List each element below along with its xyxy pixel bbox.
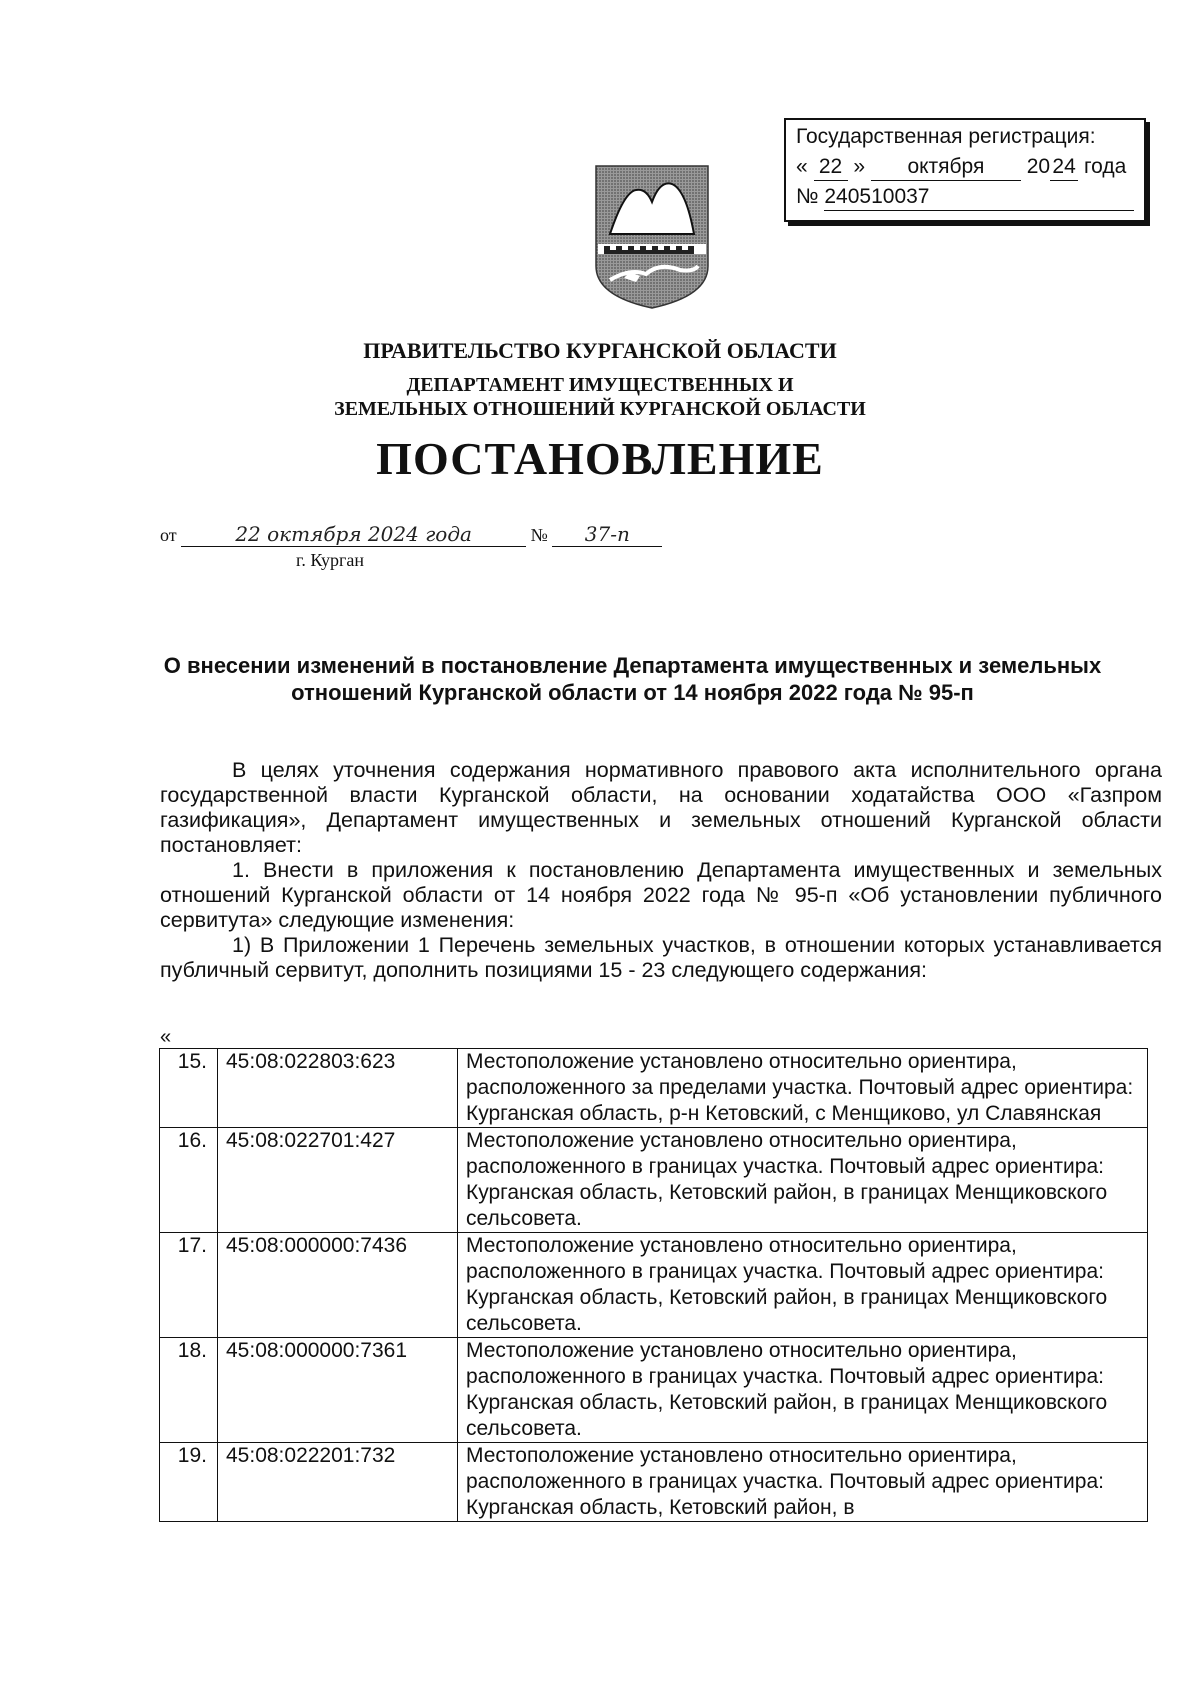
location-description: Местоположение установлено относительно ориентира, расположенного в границах участка. Почтовый адрес ориентира: Курганская область, Кетовский район, в границах Менщиковского сельсовета.	[458, 1128, 1148, 1233]
registration-stamp	[784, 118, 1146, 222]
document-type-title: ПОСТАНОВЛЕНИЕ	[376, 433, 824, 484]
land-plots-table	[159, 1048, 1148, 1522]
document-number: 37-п	[552, 522, 662, 547]
opening-quote: «	[160, 1026, 172, 1048]
document-body	[160, 758, 1162, 983]
row-number: 15.	[160, 1049, 218, 1128]
row-number: 19.	[160, 1443, 218, 1522]
document-subject: О внесении изменений в постановление Департамента имущественных и земельных отношений Курганской области от 14 ноября 2022 года № 95-п	[163, 653, 1102, 705]
table-row	[160, 1338, 1148, 1443]
location-description: Местоположение установлено относительно ориентира, расположенного в границах участка. Почтовый адрес ориентира: Курганская область, Кетовский район, в границах Менщиковского сельсовета.	[458, 1338, 1148, 1443]
table-row	[160, 1049, 1148, 1128]
row-number: 16.	[160, 1128, 218, 1233]
registration-year: 20 24	[1027, 155, 1078, 178]
paragraph-item-1: 1. Внести в приложения к постановлению Департамента имущественных и земельных отношений Курганской области от 14 ноября 2022 года № 95-п «Об установлении публичного сервитута» следующие изменения:	[160, 858, 1162, 932]
department-name-line2: ЗЕМЕЛЬНЫХ ОТНОШЕНИЙ КУРГАНСКОЙ ОБЛАСТИ	[334, 398, 866, 420]
location-description: Местоположение установлено относительно ориентира, расположенного в границах участка. Почтовый адрес ориентира: Курганская область, Кетовский район, в границах Менщиковского сельсовета.	[458, 1233, 1148, 1338]
table-row	[160, 1128, 1148, 1233]
paragraph-subitem-1: 1) В Приложении 1 Перечень земельных участков, в отношении которых устанавливается публичный сервитут, дополнить позициями 15 - 23 следующего содержания:	[160, 933, 1162, 982]
coat-of-arms-icon	[590, 162, 714, 310]
paragraph-preamble: В целях уточнения содержания нормативного правового акта исполнительного органа государственной власти Курганской области, на основании ходатайства ООО «Газпром газификация», Департамент имущественных и земельных отношений Курганской области постановляет:	[160, 758, 1162, 857]
registration-month: октября	[871, 154, 1021, 181]
cadastral-number: 45:08:022701:427	[218, 1128, 458, 1233]
table-row	[160, 1233, 1148, 1338]
date-number-line: от 22 октября 2024 года № 37-п	[160, 522, 662, 547]
table-row	[160, 1443, 1148, 1522]
location-description: Местоположение установлено относительно ориентира, расположенного за пределами участка. Почтовый адрес ориентира: Курганская область, р-н Кетовский, с Менщиково, ул Славянская	[458, 1049, 1148, 1128]
city: г. Курган	[296, 550, 365, 570]
row-number: 17.	[160, 1233, 218, 1338]
cadastral-number: 45:08:022201:732	[218, 1443, 458, 1522]
location-description: Местоположение установлено относительно ориентира, расположенного в границах участка. Почтовый адрес ориентира: Курганская область, Кетовский район, в	[458, 1443, 1148, 1522]
government-name: ПРАВИТЕЛЬСТВО КУРГАНСКОЙ ОБЛАСТИ	[363, 338, 837, 363]
signed-date: 22 октября 2024 года	[181, 522, 526, 547]
registration-title: Государственная регистрация:	[796, 125, 1096, 148]
department-name-line1: ДЕПАРТАМЕНТ ИМУЩЕСТВЕННЫХ И	[406, 374, 794, 396]
cadastral-number: 45:08:000000:7361	[218, 1338, 458, 1443]
registration-date: « 22 » октября 20 24 года	[796, 152, 1134, 182]
cadastral-number: 45:08:000000:7436	[218, 1233, 458, 1338]
registration-number: № 240510037	[796, 182, 1134, 212]
registration-day: 22	[814, 154, 848, 181]
row-number: 18.	[160, 1338, 218, 1443]
cadastral-number: 45:08:022803:623	[218, 1049, 458, 1128]
